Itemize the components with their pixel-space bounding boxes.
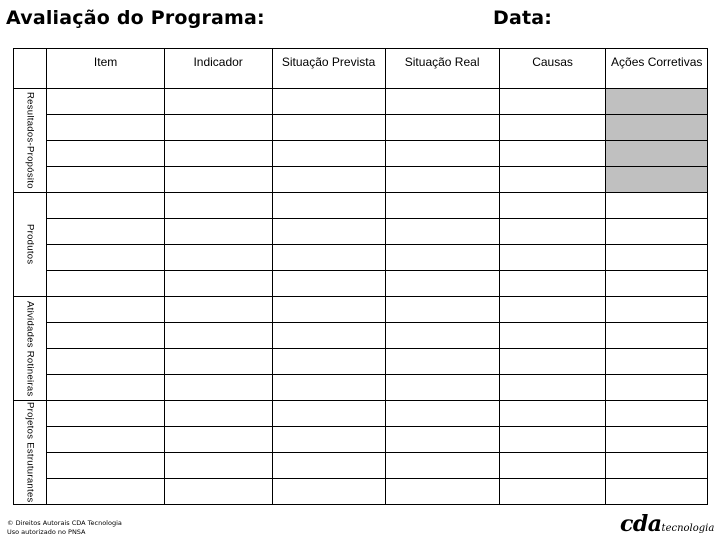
table-row	[14, 323, 708, 349]
column-header-indicador: Indicador	[164, 49, 272, 89]
section-label-cell	[14, 193, 47, 297]
table-cell[interactable]	[47, 219, 164, 245]
table-cell[interactable]	[385, 167, 499, 193]
date-label: Data:	[493, 7, 553, 29]
table-cell[interactable]	[164, 167, 272, 193]
table-row	[14, 427, 708, 453]
table-cell[interactable]	[499, 89, 606, 115]
table-cell[interactable]	[164, 115, 272, 141]
table-cell[interactable]	[499, 193, 606, 219]
table-cell[interactable]	[272, 349, 385, 375]
table-cell[interactable]	[47, 193, 164, 219]
license-line: Uso autorizado no PNSA	[7, 528, 86, 536]
table-cell[interactable]	[385, 245, 499, 271]
copyright-line: © Direitos Autorais CDA Tecnologia	[7, 519, 122, 527]
cda-logo	[620, 511, 714, 537]
table-row	[14, 349, 708, 375]
table-cell[interactable]	[164, 141, 272, 167]
table-cell[interactable]	[164, 193, 272, 219]
table-cell[interactable]	[606, 479, 708, 505]
table-cell[interactable]	[606, 193, 708, 219]
table-row	[14, 141, 708, 167]
table-cell[interactable]	[164, 349, 272, 375]
table-cell[interactable]	[499, 375, 606, 401]
table-cell[interactable]	[164, 89, 272, 115]
table-cell[interactable]	[385, 349, 499, 375]
table-cell[interactable]	[164, 219, 272, 245]
table-row	[14, 479, 708, 505]
table-cell[interactable]	[47, 297, 164, 323]
table-cell[interactable]	[272, 427, 385, 453]
header-row	[14, 49, 708, 89]
table-cell[interactable]	[272, 297, 385, 323]
table-cell[interactable]	[606, 219, 708, 245]
page-title: Avaliação do Programa:	[6, 7, 265, 29]
table-cell[interactable]	[272, 219, 385, 245]
logo-subtitle: tecnologia	[661, 523, 715, 534]
section-label-cell	[14, 297, 47, 401]
section-label: Projetos Estruturantes	[24, 402, 36, 503]
table-cell[interactable]	[164, 323, 272, 349]
table-cell[interactable]	[606, 115, 708, 141]
table-cell[interactable]	[47, 479, 164, 505]
table-cell[interactable]	[272, 141, 385, 167]
evaluation-table	[13, 48, 708, 505]
table-cell[interactable]	[385, 401, 499, 427]
table-cell[interactable]	[47, 271, 164, 297]
table-body	[14, 89, 708, 505]
table-cell[interactable]	[606, 271, 708, 297]
column-header-causas: Causas	[499, 49, 606, 89]
table-cell[interactable]	[499, 219, 606, 245]
table-cell[interactable]	[499, 323, 606, 349]
table-cell[interactable]	[47, 401, 164, 427]
table-cell[interactable]	[606, 245, 708, 271]
table-cell[interactable]	[606, 297, 708, 323]
table-cell[interactable]	[606, 141, 708, 167]
table-cell[interactable]	[385, 297, 499, 323]
column-header-situacao-prevista: Situação Prevista	[272, 49, 385, 89]
table-row	[14, 297, 708, 323]
table-cell[interactable]	[47, 375, 164, 401]
logo-wordmark: cda	[620, 511, 662, 537]
table-cell[interactable]	[272, 323, 385, 349]
table-cell[interactable]	[164, 479, 272, 505]
table-cell[interactable]	[272, 245, 385, 271]
table-row	[14, 167, 708, 193]
table-cell[interactable]	[606, 427, 708, 453]
table-cell[interactable]	[499, 427, 606, 453]
table-cell[interactable]	[272, 479, 385, 505]
table-cell[interactable]	[272, 453, 385, 479]
section-label: Produtos	[24, 224, 36, 265]
table-cell[interactable]	[499, 453, 606, 479]
table-row	[14, 245, 708, 271]
table-cell[interactable]	[385, 89, 499, 115]
table-cell[interactable]	[272, 115, 385, 141]
table-cell[interactable]	[606, 167, 708, 193]
table-cell[interactable]	[164, 401, 272, 427]
table-cell[interactable]	[606, 401, 708, 427]
table-cell[interactable]	[47, 323, 164, 349]
table-cell[interactable]	[272, 89, 385, 115]
table-cell[interactable]	[272, 193, 385, 219]
section-label: Atividades Rotineiras	[24, 300, 36, 397]
table-row	[14, 89, 708, 115]
table-cell[interactable]	[47, 349, 164, 375]
table-cell[interactable]	[499, 271, 606, 297]
table-row	[14, 401, 708, 427]
table-cell[interactable]	[385, 427, 499, 453]
table-cell[interactable]	[499, 349, 606, 375]
column-header-situacao-real: Situação Real	[385, 49, 499, 89]
table-row	[14, 115, 708, 141]
table-cell[interactable]	[385, 141, 499, 167]
table-cell[interactable]	[385, 115, 499, 141]
table-cell[interactable]	[385, 375, 499, 401]
column-header-acoes-corretivas: Ações Corretivas	[606, 49, 708, 89]
table-cell[interactable]	[385, 453, 499, 479]
table-cell[interactable]	[385, 193, 499, 219]
table-row	[14, 219, 708, 245]
table-cell[interactable]	[272, 401, 385, 427]
section-label-cell	[14, 89, 47, 193]
table-cell[interactable]	[606, 323, 708, 349]
table-row	[14, 271, 708, 297]
table-cell[interactable]	[47, 245, 164, 271]
table-cell[interactable]	[47, 167, 164, 193]
table-cell[interactable]	[499, 115, 606, 141]
table-cell[interactable]	[164, 453, 272, 479]
table-row	[14, 453, 708, 479]
table-cell[interactable]	[164, 271, 272, 297]
table-cell[interactable]	[499, 141, 606, 167]
copyright-note	[7, 519, 122, 537]
table-cell[interactable]	[499, 297, 606, 323]
table-row	[14, 193, 708, 219]
table-cell[interactable]	[272, 271, 385, 297]
table-cell[interactable]	[499, 401, 606, 427]
table-cell[interactable]	[272, 375, 385, 401]
section-label: Resultados-Propósito	[24, 92, 36, 189]
table-row	[14, 375, 708, 401]
table-cell[interactable]	[164, 375, 272, 401]
table-cell[interactable]	[385, 271, 499, 297]
table-cell[interactable]	[499, 245, 606, 271]
table-cell[interactable]	[606, 453, 708, 479]
table-cell[interactable]	[272, 167, 385, 193]
table-cell[interactable]	[385, 479, 499, 505]
table-cell[interactable]	[47, 115, 164, 141]
table-cell[interactable]	[499, 479, 606, 505]
table-cell[interactable]	[164, 297, 272, 323]
table-cell[interactable]	[606, 349, 708, 375]
table-cell[interactable]	[164, 427, 272, 453]
column-header-section	[14, 49, 47, 89]
table-cell[interactable]	[385, 219, 499, 245]
table-cell[interactable]	[47, 141, 164, 167]
table-cell[interactable]	[47, 89, 164, 115]
table-cell[interactable]	[47, 453, 164, 479]
table-cell[interactable]	[164, 245, 272, 271]
section-label-cell	[14, 401, 47, 505]
column-header-item: Item	[47, 49, 164, 89]
table-cell[interactable]	[499, 167, 606, 193]
table-cell[interactable]	[606, 375, 708, 401]
table-cell[interactable]	[385, 323, 499, 349]
table-cell[interactable]	[47, 427, 164, 453]
table-cell[interactable]	[606, 89, 708, 115]
